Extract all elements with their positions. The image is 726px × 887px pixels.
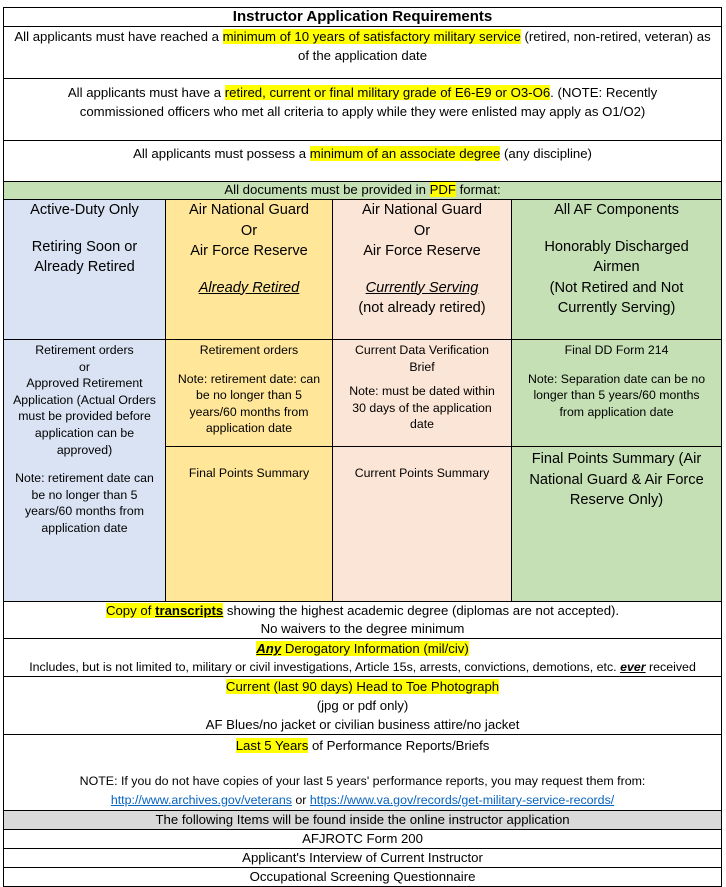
- service-requirement: [4, 27, 722, 79]
- perf-highlight: Last 5 Years: [235, 738, 309, 753]
- derog-hl-post: Derogatory Information (mil/civ): [281, 641, 469, 656]
- online-items-bar: The following Items will be found inside the online instructor application: [4, 811, 722, 830]
- transcripts-hl-word: transcripts: [155, 603, 224, 618]
- photo-row: [4, 677, 722, 735]
- degree-req-highlight: minimum of an associate degree: [309, 146, 501, 161]
- grade-req-highlight: retired, current or final military grade of E6-E9 or O3-O6: [224, 85, 551, 100]
- grade-requirement: [4, 79, 722, 141]
- derogatory-requirement: [4, 639, 722, 677]
- category-active-line3: Already Retired: [34, 259, 135, 275]
- photo-line2: (jpg or pdf only): [316, 698, 409, 713]
- docs-all-af-main: Final DD Form 214: [564, 343, 669, 357]
- transcripts-row: [4, 602, 722, 639]
- requirements-table: [3, 7, 722, 887]
- degree-requirement-row: [4, 141, 722, 182]
- degree-req-post: (any discipline): [500, 146, 592, 161]
- category-ang-serving: [333, 200, 512, 340]
- category-ang-serving-sub: (not already retired): [358, 300, 486, 316]
- category-all-af-line2: Honorably Discharged Airmen: [544, 238, 689, 275]
- online-item-interview: Applicant's Interview of Current Instructor: [4, 849, 722, 868]
- service-req-post: (retired, non-retired, veteran) as of the application date: [298, 29, 711, 63]
- category-all-af-line3: (Not Retired and Not Currently Serving): [549, 279, 684, 316]
- pdf-format-row: [4, 182, 722, 200]
- pdf-format-bar: [4, 182, 722, 200]
- online-item-row-3: [4, 868, 722, 887]
- derogatory-row: [4, 639, 722, 677]
- title-row: [4, 8, 722, 27]
- grade-req-post: . (NOTE: Recently commissioned officers who met all criteria to apply while they were enlisted may apply as O1/O2): [79, 85, 658, 119]
- pdf-bar-highlight: PDF: [429, 182, 456, 197]
- online-item-questionnaire: Occupational Screening Questionnaire: [4, 868, 722, 887]
- online-items-header-row: [4, 811, 722, 830]
- category-ang-retired-line2: Or: [240, 222, 258, 239]
- docs-ang-retired: [166, 340, 333, 447]
- category-active-line2: Retiring Soon or: [31, 238, 138, 255]
- documents-row-1: [4, 340, 722, 447]
- grade-requirement-row: [4, 79, 722, 141]
- docs-ang-serving-second: Current Points Summary: [333, 447, 512, 602]
- perf-post: of Performance Reports/Briefs: [308, 738, 490, 753]
- online-item-row-1: [4, 830, 722, 849]
- docs-ang-retired-main: Retirement orders: [199, 343, 299, 357]
- performance-requirement: [4, 735, 722, 811]
- derog-line2-pre: Includes, but is not limited to, military or civil investigations, Article 15s, arrests, convictions, demotions, etc.: [29, 660, 621, 674]
- derog-line2-post: received: [645, 660, 696, 674]
- category-all-af-line1: All AF Components: [554, 202, 679, 218]
- category-active-line1: Active-Duty Only: [30, 202, 139, 218]
- grade-req-pre: All applicants must have a: [67, 85, 225, 100]
- service-req-pre: All applicants must have reached a: [14, 29, 223, 44]
- docs-all-af-second: Final Points Summary (Air National Guard & Air Force Reserve Only): [512, 447, 722, 602]
- category-ang-serving-line2: Or: [413, 222, 431, 239]
- transcripts-hl-pre: Copy of: [105, 603, 156, 618]
- derog-line2-em: ever: [620, 660, 646, 674]
- docs-active-l2: or: [79, 359, 90, 374]
- category-header-row: [4, 200, 722, 340]
- docs-all-af: [512, 340, 722, 447]
- archives-link[interactable]: http://www.archives.gov/veterans: [110, 793, 292, 807]
- docs-all-af-note: Note: Separation date can be no longer than 5 years/60 months from application date: [527, 371, 706, 419]
- category-ang-serving-line3: Air Force Reserve: [363, 243, 481, 259]
- docs-ang-serving-note: Note: must be dated within 30 days of the application date: [349, 384, 495, 432]
- docs-active-duty: [4, 340, 166, 602]
- table-title: Instructor Application Requirements: [4, 8, 722, 27]
- docs-active-l3: Approved Retirement Application (Actual Orders must be provided before application can be approved): [13, 376, 156, 457]
- transcripts-post: showing the highest academic degree (diplomas are not accepted).: [223, 603, 620, 618]
- category-all-af: [512, 200, 722, 340]
- derog-hl-word: Any: [256, 641, 282, 656]
- category-ang-serving-line1: Air National Guard: [361, 202, 483, 218]
- online-item-row-2: [4, 849, 722, 868]
- photo-highlight: Current (last 90 days) Head to Toe Photograph: [225, 679, 500, 694]
- docs-ang-retired-note: Note: retirement date: can be no longer than 5 years/60 months from application date: [177, 371, 321, 436]
- category-active-duty: [4, 200, 166, 340]
- service-requirement-row: [4, 27, 722, 79]
- pdf-bar-pre: All documents must be provided in: [224, 182, 430, 197]
- service-req-highlight: minimum of 10 years of satisfactory military service: [222, 29, 521, 44]
- docs-ang-retired-second: Final Points Summary: [166, 447, 333, 602]
- perf-or: or: [291, 793, 310, 807]
- category-ang-retired-line1: Air National Guard: [188, 202, 310, 218]
- category-ang-retired-status: Already Retired: [198, 279, 300, 296]
- photo-line3: AF Blues/no jacket or civilian business attire/no jacket: [205, 717, 520, 732]
- degree-requirement: [4, 141, 722, 182]
- category-ang-serving-status: Currently Serving: [365, 279, 479, 296]
- pdf-bar-post: format:: [455, 182, 501, 197]
- docs-ang-serving: [333, 340, 512, 447]
- va-records-link[interactable]: https://www.va.gov/records/get-military-service-records/: [309, 793, 615, 807]
- online-item-form-200: AFJROTC Form 200: [4, 830, 722, 849]
- category-ang-retired: [166, 200, 333, 340]
- docs-active-note: Note: retirement date can be no longer than 5 years/60 months from application date: [15, 471, 154, 535]
- docs-ang-serving-main: Current Data Verification Brief: [355, 343, 489, 374]
- transcripts-requirement: [4, 602, 722, 639]
- perf-note: NOTE: If you do not have copies of your last 5 years' performance reports, you may request them from:: [79, 774, 646, 788]
- transcripts-line2: No waivers to the degree minimum: [260, 621, 465, 636]
- performance-row: [4, 735, 722, 811]
- photo-requirement: [4, 677, 722, 735]
- degree-req-pre: All applicants must possess a: [133, 146, 310, 161]
- docs-active-l1: Retirement orders: [35, 343, 134, 357]
- category-ang-retired-line3: Air Force Reserve: [190, 243, 308, 259]
